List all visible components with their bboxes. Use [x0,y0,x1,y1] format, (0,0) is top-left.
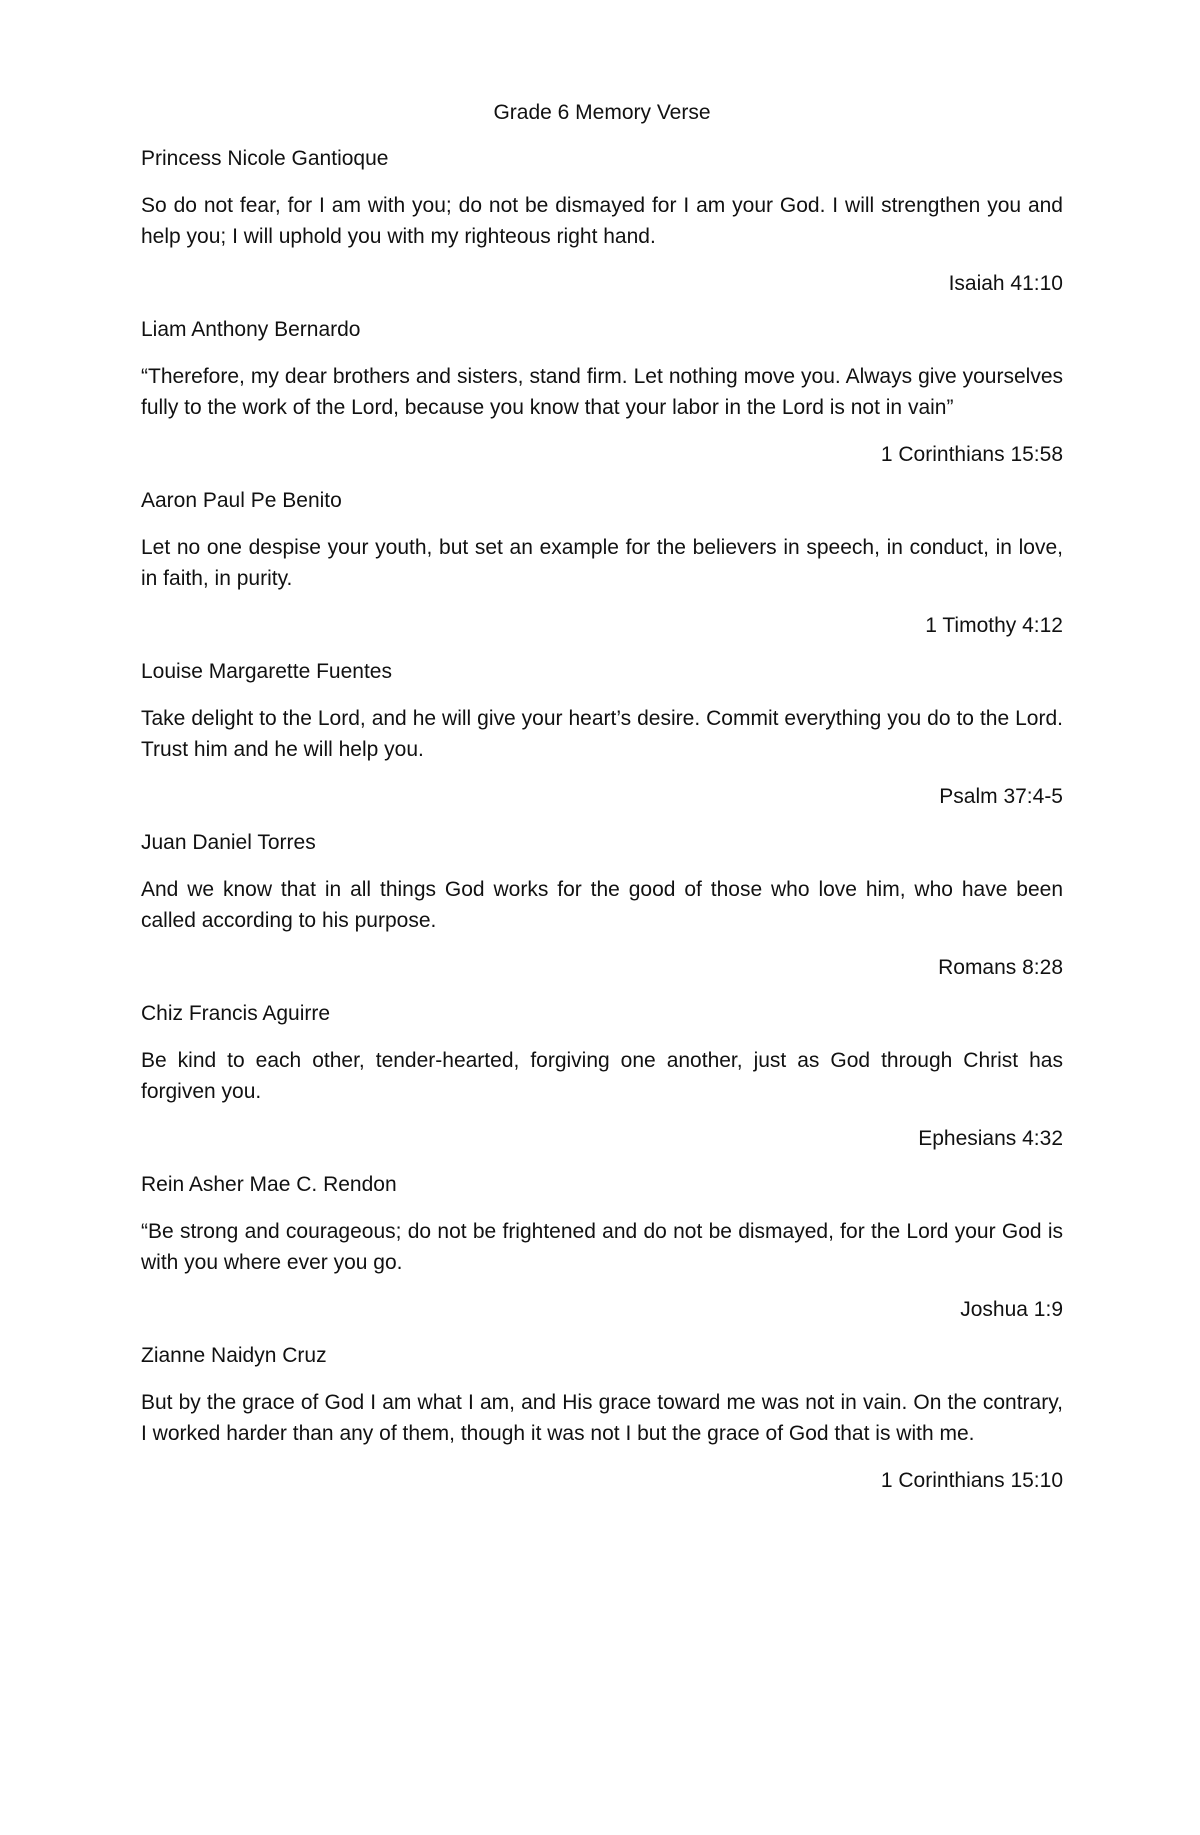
verse-reference: 1 Corinthians 15:58 [880,443,1063,466]
student-name: Zianne Naidyn Cruz [141,1344,327,1367]
document-title: Grade 6 Memory Verse [493,101,711,124]
memory-verse-text: Let no one despise your youth, but set an example for the believers in speech, in conduct, in love, in faith, in purity. [141,536,1063,590]
verse-reference: Psalm 37:4-5 [939,785,1063,808]
memory-verse-text: “Be strong and courageous; do not be frightened and do not be dismayed, for the Lord your God is with you where ever you go. [141,1220,1063,1274]
memory-verse-entry [141,1341,1063,1495]
verse-reference: Ephesians 4:32 [918,1127,1063,1150]
student-name: Liam Anthony Bernardo [141,318,361,341]
memory-verse-text: Be kind to each other, tender-hearted, forgiving one another, just as God through Christ has forgiven you. [141,1049,1063,1103]
memory-verse-entry [141,144,1063,298]
memory-verse-text: “Therefore, my dear brothers and sisters, stand firm. Let nothing move you. Always give yourselves fully to the work of the Lord, because you know that your labor in the Lord is not in vain” [141,365,1063,419]
verse-reference: 1 Timothy 4:12 [925,614,1063,637]
student-name: Louise Margarette Fuentes [141,660,392,683]
student-name: Rein Asher Mae C. Rendon [141,1173,397,1196]
memory-verse-text: Take delight to the Lord, and he will give your heart’s desire. Commit everything you do to the Lord. Trust him and he will help you. [141,707,1063,761]
document-content [141,98,1063,1512]
student-name: Princess Nicole Gantioque [141,147,389,170]
memory-verse-text: And we know that in all things God works for the good of those who love him, who have been called according to his purpose. [141,878,1063,932]
verse-reference: Joshua 1:9 [960,1298,1063,1321]
student-name: Aaron Paul Pe Benito [141,489,342,512]
memory-verse-entry [141,999,1063,1153]
memory-verse-entry [141,315,1063,469]
memory-verse-entry [141,828,1063,982]
student-name: Chiz Francis Aguirre [141,1002,331,1025]
verse-reference: Romans 8:28 [938,956,1063,979]
memory-verse-entry [141,657,1063,811]
verse-reference: 1 Corinthians 15:10 [880,1469,1063,1492]
memory-verse-entry [141,486,1063,640]
memory-verse-text: But by the grace of God I am what I am, and His grace toward me was not in vain. On the contrary, I worked harder than any of them, though it was not I but the grace of God that is with me. [141,1391,1063,1445]
verse-reference: Isaiah 41:10 [948,272,1063,295]
memory-verse-text: So do not fear, for I am with you; do not be dismayed for I am your God. I will strengthen you and help you; I will uphold you with my righteous right hand. [141,194,1063,248]
memory-verse-entry [141,1170,1063,1324]
student-name: Juan Daniel Torres [141,831,316,854]
